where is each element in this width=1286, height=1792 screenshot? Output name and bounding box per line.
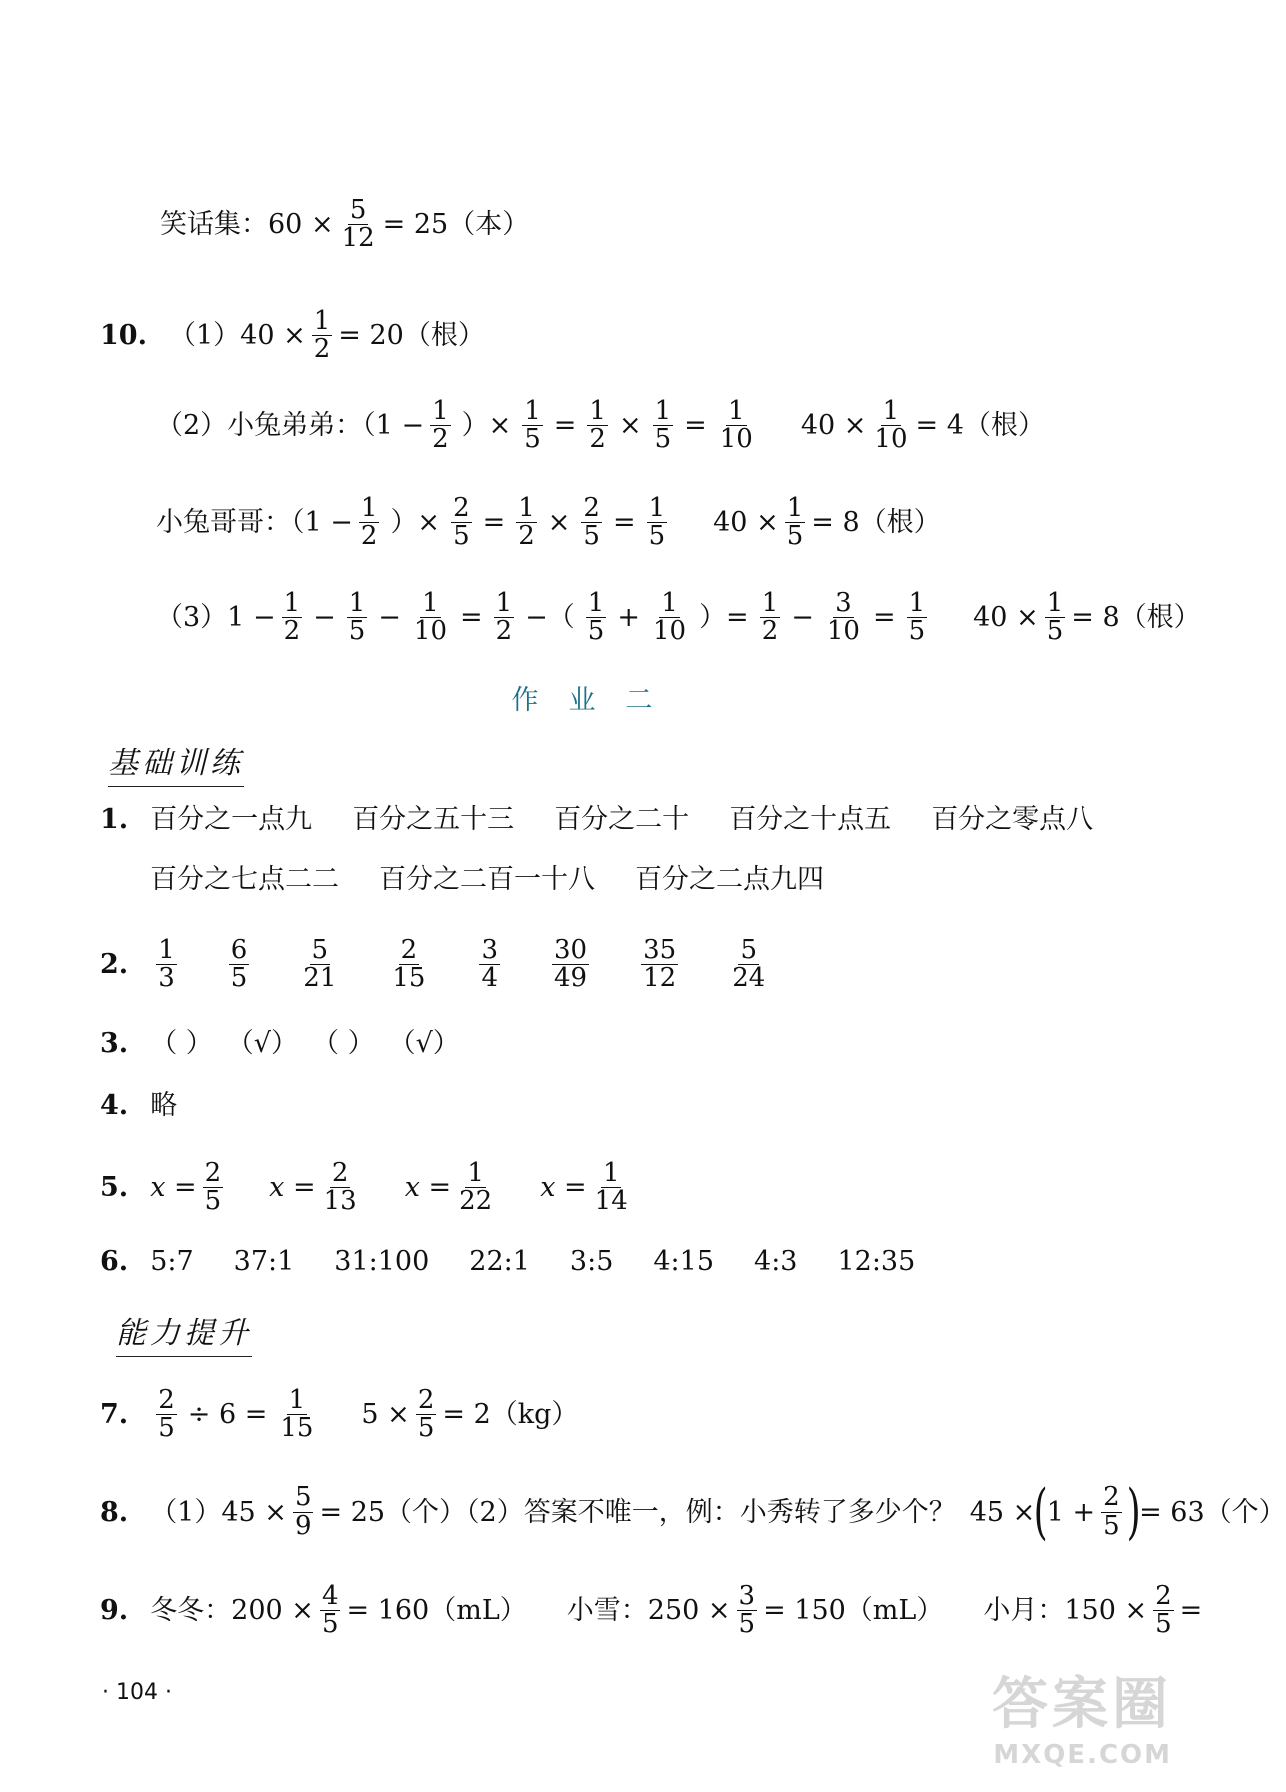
operator: + bbox=[617, 602, 640, 634]
watermark-logo bbox=[992, 1660, 1172, 1770]
operator: = bbox=[872, 602, 896, 634]
fraction: $\frac{1}{5}$ bbox=[908, 588, 926, 647]
text: 小雪：250 × bbox=[566, 1595, 731, 1627]
operator: − bbox=[791, 602, 814, 634]
fraction: 1 5 bbox=[587, 588, 605, 647]
fraction: 3 4 bbox=[481, 935, 499, 994]
operator: = bbox=[612, 507, 636, 539]
answer-item: （√） bbox=[226, 1028, 298, 1059]
text: = 8（根） bbox=[811, 507, 941, 539]
fraction: $\frac{1}{2}$ bbox=[313, 306, 331, 365]
fraction: 6 5 bbox=[230, 935, 248, 994]
fraction: $\frac{1}{2}$ bbox=[589, 396, 606, 455]
operator: × bbox=[618, 410, 642, 442]
fraction: $\frac{1}{10}$ bbox=[652, 588, 687, 647]
answer-item: 百分之一点九 bbox=[150, 804, 313, 835]
question-8 bbox=[100, 1477, 1286, 1547]
section-heading-basic-training: 基础训练 bbox=[108, 738, 244, 787]
question-10-part-2b bbox=[156, 495, 941, 551]
text: = 25（本） bbox=[382, 209, 530, 241]
section-title: 作业二 bbox=[511, 685, 683, 716]
big-paren-right: ) bbox=[1126, 1477, 1141, 1547]
question-3 bbox=[100, 1030, 460, 1057]
text: = 20（根） bbox=[338, 320, 485, 352]
fraction: $\frac{1}{10}$ bbox=[413, 588, 447, 647]
fraction: 35 12 bbox=[643, 935, 677, 994]
fraction: $\frac{1}{10}$ bbox=[719, 396, 753, 455]
text: 45 × bbox=[969, 1496, 1036, 1528]
fraction: $\frac{2}{5}$ bbox=[1155, 1581, 1172, 1640]
fraction: 1 3 bbox=[158, 935, 175, 994]
operator: −（ bbox=[525, 602, 575, 634]
answer-item: 百分之五十三 bbox=[352, 804, 515, 835]
text: 40 × bbox=[800, 410, 867, 442]
text: = bbox=[1179, 1595, 1203, 1627]
text: = 2（kg） bbox=[442, 1399, 579, 1431]
answer-item: 22:1 bbox=[469, 1246, 530, 1277]
question-number: 1. bbox=[100, 804, 129, 835]
text: 笑话集：60 × bbox=[160, 209, 334, 241]
section-heading-ability: 能力提升 bbox=[116, 1308, 252, 1357]
text: = 150（mL） bbox=[763, 1595, 944, 1627]
fraction: 5 24 bbox=[732, 935, 766, 994]
fraction: $\frac{1}{15}$ bbox=[280, 1385, 314, 1444]
question-2 bbox=[100, 937, 773, 993]
answer-item: 37:1 bbox=[233, 1246, 295, 1277]
fraction: 30 49 bbox=[554, 935, 588, 994]
text: 冬冬：200 × bbox=[150, 1595, 314, 1627]
answer-item: 百分之十点五 bbox=[729, 804, 892, 835]
question-1 bbox=[100, 806, 1093, 833]
fraction: $\frac{2}{5}$ bbox=[204, 1158, 222, 1217]
answer-item: 3:5 bbox=[569, 1246, 614, 1277]
question-number: 3. bbox=[100, 1028, 129, 1059]
line-joke-book bbox=[160, 197, 529, 253]
answer-item: 百分之二十 bbox=[554, 804, 690, 835]
fraction: $\frac{1}{5}$ bbox=[348, 588, 366, 647]
text: x = bbox=[404, 1172, 452, 1204]
fraction: $\frac{2}{5}$ bbox=[417, 1385, 435, 1444]
question-number: 2. bbox=[100, 949, 129, 981]
fraction: $\frac{1}{2}$ bbox=[360, 493, 378, 552]
fraction: $\frac{1}{2}$ bbox=[495, 588, 513, 647]
text: 40 × bbox=[973, 602, 1039, 634]
question-9 bbox=[100, 1583, 1202, 1639]
answer-item: 12:35 bbox=[837, 1246, 916, 1277]
answer-item: （√） bbox=[388, 1028, 460, 1059]
text: （1）40 × bbox=[168, 320, 306, 352]
operator: = bbox=[482, 507, 506, 539]
fraction: $\frac{3}{10}$ bbox=[826, 588, 860, 647]
text: 40 × bbox=[713, 507, 779, 539]
answer-item: 4:3 bbox=[754, 1246, 798, 1277]
answer-item: 4:15 bbox=[653, 1246, 715, 1277]
question-10-part-3 bbox=[156, 590, 1201, 646]
operator: ）× bbox=[390, 507, 441, 539]
fraction: $\frac{1}{22}$ bbox=[459, 1158, 493, 1217]
fraction: $\frac{5}{12}$ bbox=[341, 195, 375, 254]
fraction: $\frac{2}{5}$ bbox=[583, 493, 600, 552]
question-1-row-2 bbox=[150, 866, 824, 893]
text: （2）小兔弟弟：（1 − bbox=[156, 410, 425, 442]
big-paren-left: ( bbox=[1033, 1477, 1049, 1547]
page-number: · 104 · bbox=[102, 1680, 172, 1705]
fraction: $\frac{2}{5}$ bbox=[1103, 1482, 1120, 1541]
answer-item: 百分之二百一十八 bbox=[379, 864, 595, 895]
fraction: $\frac{1}{5}$ bbox=[648, 493, 666, 552]
answer-item: 31:100 bbox=[334, 1246, 430, 1277]
question-10-part-1 bbox=[100, 308, 485, 364]
fraction: $\frac{2}{5}$ bbox=[453, 493, 470, 552]
text: x = bbox=[269, 1172, 316, 1204]
operator: ）= bbox=[699, 602, 749, 634]
question-7 bbox=[100, 1387, 578, 1443]
text: x = bbox=[540, 1172, 587, 1204]
text: （3）1 − bbox=[156, 602, 276, 634]
fraction: $\frac{1}{2}$ bbox=[761, 588, 779, 647]
text: 1 + bbox=[1046, 1496, 1096, 1528]
fraction: $\frac{1}{5}$ bbox=[1046, 588, 1064, 647]
fraction: $\frac{1}{2}$ bbox=[432, 396, 449, 455]
operator: ）× bbox=[461, 410, 512, 442]
text: = 4（根） bbox=[915, 410, 1045, 442]
text: 小月：150 × bbox=[983, 1595, 1148, 1627]
text: 小兔哥哥：（1 − bbox=[156, 507, 353, 539]
fraction: $\frac{2}{5}$ bbox=[158, 1385, 175, 1444]
answer-item: 略 bbox=[150, 1090, 178, 1121]
fraction: 5 21 bbox=[303, 935, 337, 994]
text: = 160（mL） bbox=[346, 1595, 527, 1627]
answer-item: 百分之二点九四 bbox=[635, 864, 824, 895]
operator: = bbox=[460, 602, 483, 634]
question-10-part-2 bbox=[156, 398, 1045, 454]
text: = 63（个） bbox=[1139, 1496, 1286, 1528]
operator: = bbox=[553, 410, 577, 442]
fraction: $\frac{1}{14}$ bbox=[594, 1158, 628, 1217]
operator: × bbox=[547, 507, 571, 539]
operator: ÷ 6 = bbox=[187, 1399, 268, 1431]
fraction: 2 15 bbox=[392, 935, 426, 994]
answer-item: 百分之零点八 bbox=[931, 804, 1094, 835]
fraction: $\frac{5}{9}$ bbox=[294, 1482, 312, 1541]
question-number: 10. bbox=[100, 320, 147, 352]
question-number: 9. bbox=[100, 1595, 129, 1627]
answer-item: （ ） bbox=[312, 1028, 375, 1059]
answer-item: （ ） bbox=[150, 1028, 213, 1059]
answer-item: 百分之七点二二 bbox=[150, 864, 339, 895]
text: 5 × bbox=[361, 1399, 410, 1431]
operator: − bbox=[313, 602, 336, 634]
fraction: $\frac{1}{2}$ bbox=[518, 493, 535, 552]
watermark-line-2: MXQE.COM bbox=[993, 1740, 1172, 1770]
question-number: 5. bbox=[100, 1172, 129, 1204]
question-number: 8. bbox=[100, 1496, 129, 1528]
fraction: $\frac{2}{13}$ bbox=[323, 1158, 357, 1217]
operator: = bbox=[684, 410, 707, 442]
question-number: 4. bbox=[100, 1090, 129, 1121]
text: x = bbox=[150, 1172, 197, 1204]
fraction: $\frac{3}{5}$ bbox=[738, 1581, 756, 1640]
answer-item: 5:7 bbox=[150, 1246, 194, 1277]
question-6 bbox=[100, 1248, 915, 1275]
fraction: $\frac{1}{5}$ bbox=[654, 396, 672, 455]
watermark-line-1: 答案圈 bbox=[992, 1672, 1172, 1737]
fraction: $\frac{1}{5}$ bbox=[786, 493, 804, 552]
operator: − bbox=[378, 602, 401, 634]
fraction: $\frac{4}{5}$ bbox=[321, 1581, 339, 1640]
text: = 25（个）（2）答案不唯一，例：小秀转了多少个？ bbox=[319, 1496, 956, 1528]
question-4 bbox=[100, 1092, 177, 1119]
fraction: $\frac{1}{2}$ bbox=[283, 588, 301, 647]
fraction: $\frac{1}{5}$ bbox=[524, 396, 541, 455]
question-number: 7. bbox=[100, 1399, 129, 1431]
fraction: $\frac{1}{10}$ bbox=[874, 396, 908, 455]
question-5 bbox=[100, 1160, 636, 1216]
text: = 8（根） bbox=[1071, 602, 1201, 634]
question-number: 6. bbox=[100, 1246, 129, 1277]
text: （1）45 × bbox=[150, 1496, 287, 1528]
